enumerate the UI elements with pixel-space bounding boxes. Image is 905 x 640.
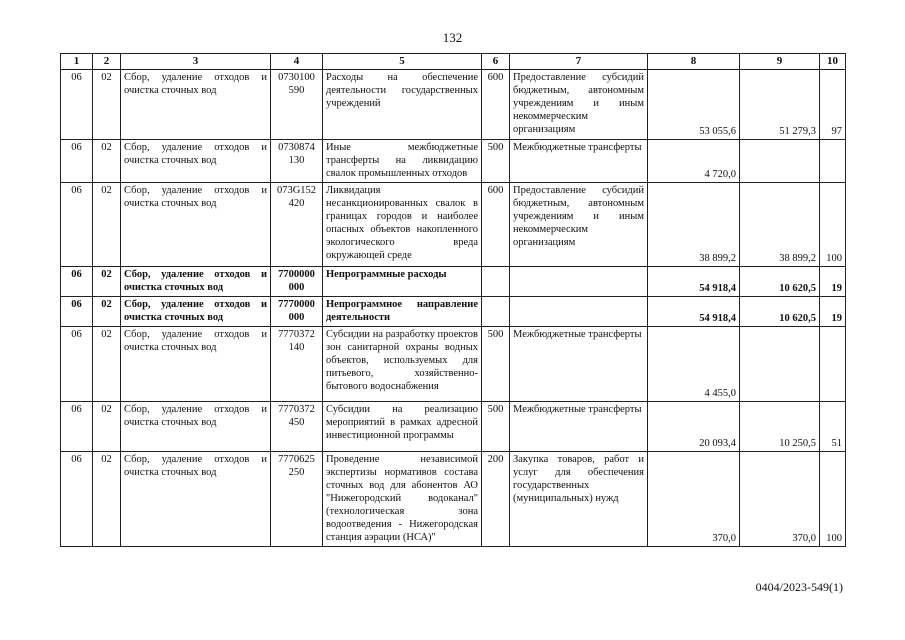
cell-c6: 500 <box>482 327 510 402</box>
cell-c8: 53 055,6 <box>648 70 740 140</box>
cell-c2: 02 <box>93 70 121 140</box>
cell-c8: 20 093,4 <box>648 402 740 452</box>
cell-c1: 06 <box>61 140 93 183</box>
cell-c4: 0730874 130 <box>271 140 323 183</box>
cell-c4: 073G152 420 <box>271 183 323 267</box>
cell-c7 <box>510 267 648 297</box>
cell-c6 <box>482 297 510 327</box>
cell-c10: 100 <box>820 452 846 547</box>
cell-c4: 0730100 590 <box>271 70 323 140</box>
cell-c9: 10 620,5 <box>740 267 820 297</box>
table-row <box>61 402 846 452</box>
cell-c6: 600 <box>482 70 510 140</box>
cell-c4: 7770625 250 <box>271 452 323 547</box>
cell-c3: Сбор, удаление отходов и очистка сточных вод <box>121 140 271 183</box>
header-cell: 3 <box>121 54 271 70</box>
cell-c2: 02 <box>93 183 121 267</box>
header-cell: 2 <box>93 54 121 70</box>
cell-c6: 500 <box>482 140 510 183</box>
cell-c1: 06 <box>61 327 93 402</box>
header-cell: 6 <box>482 54 510 70</box>
document-code: 0404/2023-549(1) <box>755 580 843 594</box>
cell-c5: Субсидии на реализацию мероприятий в рамках адресной инвестиционной программы <box>323 402 482 452</box>
cell-c1: 06 <box>61 452 93 547</box>
cell-c8: 54 918,4 <box>648 267 740 297</box>
cell-c6: 600 <box>482 183 510 267</box>
cell-c9: 10 620,5 <box>740 297 820 327</box>
cell-c3: Сбор, удаление отходов и очистка сточных вод <box>121 70 271 140</box>
cell-c7: Межбюджетные трансферты <box>510 140 648 183</box>
cell-c3: Сбор, удаление отходов и очистка сточных вод <box>121 402 271 452</box>
table-row <box>61 183 846 267</box>
cell-c2: 02 <box>93 402 121 452</box>
cell-c7: Межбюджетные трансферты <box>510 327 648 402</box>
table-header-row <box>61 54 846 70</box>
cell-c1: 06 <box>61 267 93 297</box>
cell-c4: 7700000 000 <box>271 267 323 297</box>
cell-c2: 02 <box>93 452 121 547</box>
cell-c8: 4 720,0 <box>648 140 740 183</box>
cell-c7: Предоставление субсидий бюджетным, автономным учреждениям и иным некоммерческим организациям <box>510 183 648 267</box>
cell-c9: 38 899,2 <box>740 183 820 267</box>
cell-c5: Субсидии на разработку проектов зон санитарной охраны водных объектов, используемых для питьевого, хозяйственно-бытового водоснабжения <box>323 327 482 402</box>
cell-c10 <box>820 140 846 183</box>
cell-c3: Сбор, удаление отходов и очистка сточных вод <box>121 327 271 402</box>
cell-c5: Проведение независимой экспертизы нормативов состава сточных вод для абонентов АО "Нижегородский водоканал" (технологическая зона водоотведения - Нижегородская станция аэрации (НСА)" <box>323 452 482 547</box>
cell-c6: 500 <box>482 402 510 452</box>
table-row <box>61 327 846 402</box>
cell-c3: Сбор, удаление отходов и очистка сточных вод <box>121 452 271 547</box>
table-row <box>61 452 846 547</box>
cell-c2: 02 <box>93 140 121 183</box>
cell-c6: 200 <box>482 452 510 547</box>
cell-c10 <box>820 327 846 402</box>
cell-c7 <box>510 297 648 327</box>
cell-c5: Непрограммное направление деятельности <box>323 297 482 327</box>
header-cell: 8 <box>648 54 740 70</box>
cell-c10: 19 <box>820 297 846 327</box>
cell-c10: 97 <box>820 70 846 140</box>
page-number: 132 <box>442 30 463 45</box>
cell-c3: Сбор, удаление отходов и очистка сточных вод <box>121 183 271 267</box>
cell-c1: 06 <box>61 297 93 327</box>
cell-c8: 370,0 <box>648 452 740 547</box>
cell-c1: 06 <box>61 183 93 267</box>
table-row <box>61 267 846 297</box>
cell-c7: Закупка товаров, работ и услуг для обеспечения государственных (муниципальных) нужд <box>510 452 648 547</box>
cell-c9: 51 279,3 <box>740 70 820 140</box>
cell-c7: Предоставление субсидий бюджетным, автономным учреждениям и иным некоммерческим организациям <box>510 70 648 140</box>
cell-c9: 10 250,5 <box>740 402 820 452</box>
cell-c10: 19 <box>820 267 846 297</box>
cell-c1: 06 <box>61 402 93 452</box>
budget-table <box>60 53 846 547</box>
table-row <box>61 297 846 327</box>
cell-c8: 38 899,2 <box>648 183 740 267</box>
cell-c5: Расходы на обеспечение деятельности государственных учреждений <box>323 70 482 140</box>
cell-c5: Иные межбюджетные трансферты на ликвидацию свалок промышленных отходов <box>323 140 482 183</box>
cell-c4: 7770372 140 <box>271 327 323 402</box>
cell-c2: 02 <box>93 267 121 297</box>
cell-c3: Сбор, удаление отходов и очистка сточных вод <box>121 297 271 327</box>
cell-c10: 100 <box>820 183 846 267</box>
cell-c4: 7770372 450 <box>271 402 323 452</box>
cell-c8: 54 918,4 <box>648 297 740 327</box>
header-cell: 9 <box>740 54 820 70</box>
cell-c4: 7770000 000 <box>271 297 323 327</box>
header-cell: 1 <box>61 54 93 70</box>
table-row <box>61 70 846 140</box>
cell-c9 <box>740 327 820 402</box>
cell-c2: 02 <box>93 327 121 402</box>
cell-c3: Сбор, удаление отходов и очистка сточных вод <box>121 267 271 297</box>
cell-c5: Непрограммные расходы <box>323 267 482 297</box>
cell-c9: 370,0 <box>740 452 820 547</box>
cell-c9 <box>740 140 820 183</box>
cell-c2: 02 <box>93 297 121 327</box>
table-row <box>61 140 846 183</box>
cell-c8: 4 455,0 <box>648 327 740 402</box>
cell-c7: Межбюджетные трансферты <box>510 402 648 452</box>
header-cell: 10 <box>820 54 846 70</box>
header-cell: 4 <box>271 54 323 70</box>
header-cell: 7 <box>510 54 648 70</box>
cell-c5: Ликвидация несанкционированных свалок в границах городов и наиболее опасных объектов накопленного экологического вреда окружающей среде <box>323 183 482 267</box>
cell-c10: 51 <box>820 402 846 452</box>
cell-c1: 06 <box>61 70 93 140</box>
header-cell: 5 <box>323 54 482 70</box>
cell-c6 <box>482 267 510 297</box>
